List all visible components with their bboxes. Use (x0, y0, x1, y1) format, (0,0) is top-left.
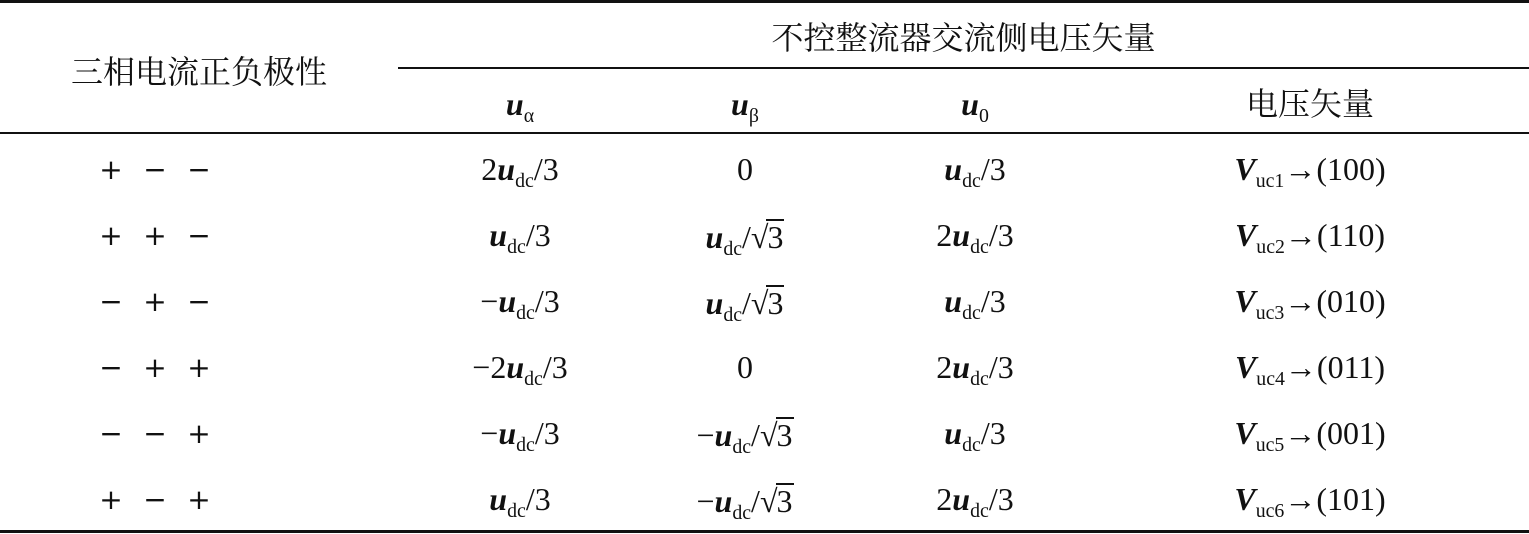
polarity-signs (65, 153, 245, 186)
value-symbol: u (506, 349, 525, 385)
value-symbol: V (1234, 349, 1257, 385)
row-group-label: 三相电流正负极性 (70, 53, 327, 91)
cell-u-beta (650, 417, 840, 458)
value-subscript: uc1 (1255, 169, 1285, 192)
value-suffix: →(110) (1284, 217, 1386, 253)
value-suffix: / (742, 285, 751, 321)
value-suffix: /3 (988, 217, 1014, 253)
value-suffix: /3 (534, 283, 560, 319)
sqrt-radicand: 3 (767, 219, 784, 255)
value-symbol: u (714, 483, 733, 519)
sqrt-radicand: 3 (776, 483, 793, 519)
value-suffix: /3 (525, 217, 551, 253)
bottom-rule (0, 530, 1529, 533)
sqrt-radicand: 3 (776, 417, 793, 453)
value-subscript: uc5 (1255, 433, 1285, 456)
value-prefix: 2 (936, 217, 953, 253)
cell-u-alpha (420, 285, 620, 324)
value-symbol: u (952, 481, 971, 517)
value-symbol: u (498, 283, 517, 319)
top-rule (0, 0, 1529, 3)
cell-u-alpha (420, 483, 620, 522)
col-header-u-zero (870, 88, 1080, 127)
col-symbol: u (961, 86, 979, 122)
value-subscript: dc (962, 433, 981, 456)
value-symbol: u (497, 151, 516, 187)
value-symbol: u (489, 481, 508, 517)
value-prefix: − (696, 483, 715, 519)
group-title: 不控整流器交流侧电压矢量 (771, 19, 1156, 57)
value-symbol: u (952, 349, 971, 385)
sqrt-sign: √ (759, 417, 778, 453)
cell-u-zero (870, 351, 1080, 390)
value-symbol: V (1234, 151, 1256, 187)
value-suffix: / (751, 483, 760, 519)
cell-u-alpha (420, 153, 620, 192)
col-subscript: 0 (978, 104, 989, 127)
value-symbol: u (944, 415, 963, 451)
value-suffix: /3 (980, 283, 1006, 319)
value-suffix: /3 (980, 415, 1006, 451)
polarity-signs (65, 351, 245, 384)
value-suffix: /3 (525, 481, 551, 517)
value-text: 0 (737, 151, 753, 187)
cell-u-beta (650, 351, 840, 383)
value-subscript: dc (732, 501, 752, 524)
value-prefix: − (480, 415, 499, 451)
value-symbol: u (944, 151, 963, 187)
cell-u-zero (870, 417, 1080, 456)
value-prefix: 2 (936, 481, 953, 517)
value-subscript: uc2 (1256, 235, 1285, 258)
polarity-sign: + (99, 483, 123, 516)
polarity-sign: − (187, 219, 211, 252)
value-suffix: →(101) (1284, 481, 1386, 517)
polarity-sign: + (99, 219, 123, 252)
value-subscript: dc (516, 433, 535, 456)
polarity-sign: − (187, 285, 211, 318)
value-subscript: uc3 (1255, 301, 1285, 324)
value-suffix: / (742, 219, 751, 255)
cell-u-zero (870, 219, 1080, 258)
cell-u-zero (870, 483, 1080, 522)
value-subscript: dc (962, 169, 981, 192)
value-symbol: u (705, 285, 724, 321)
value-symbol: V (1234, 481, 1256, 517)
polarity-sign: − (187, 153, 211, 186)
value-suffix: /3 (534, 415, 560, 451)
value-subscript: uc6 (1255, 499, 1285, 522)
polarity-sign: + (99, 153, 123, 186)
polarity-sign: − (99, 285, 123, 318)
header-rule (0, 132, 1529, 134)
value-text: 0 (737, 349, 753, 385)
cell-u-beta (650, 153, 840, 185)
cell-u-alpha (420, 351, 620, 390)
value-suffix: /3 (980, 151, 1006, 187)
value-subscript: dc (732, 435, 752, 458)
value-prefix: − (696, 417, 715, 453)
sqrt-sign: √ (750, 285, 769, 321)
value-suffix: →(100) (1284, 151, 1386, 187)
cell-vector (1110, 417, 1510, 456)
value-suffix: / (751, 417, 760, 453)
value-symbol: u (498, 415, 517, 451)
polarity-signs (65, 219, 245, 252)
cell-vector (1110, 219, 1510, 258)
col-header-u-alpha (420, 88, 620, 127)
cell-u-beta (650, 219, 840, 260)
value-suffix: /3 (988, 481, 1014, 517)
sqrt-radicand: 3 (767, 285, 784, 321)
sqrt-sign: √ (750, 219, 769, 255)
cell-u-alpha (420, 417, 620, 456)
polarity-signs (65, 483, 245, 516)
cell-u-zero (870, 153, 1080, 192)
value-symbol: u (489, 217, 508, 253)
polarity-sign: − (143, 153, 167, 186)
value-subscript: uc4 (1256, 367, 1285, 390)
col-symbol: u (731, 86, 749, 122)
value-symbol: u (714, 417, 733, 453)
value-subscript: dc (970, 367, 989, 390)
group-rule (398, 67, 1529, 69)
polarity-sign: + (143, 351, 167, 384)
value-suffix: →(011) (1284, 349, 1386, 385)
value-prefix: − (480, 283, 499, 319)
polarity-sign: − (143, 483, 167, 516)
col-subscript: β (748, 104, 759, 127)
cell-u-alpha (420, 219, 620, 258)
polarity-signs (65, 285, 245, 318)
polarity-sign: + (143, 285, 167, 318)
value-subscript: dc (507, 235, 526, 258)
value-subscript: dc (970, 499, 989, 522)
cell-u-beta (650, 483, 840, 524)
cell-vector (1110, 285, 1510, 324)
polarity-sign: + (143, 219, 167, 252)
value-prefix: 2 (481, 151, 498, 187)
value-prefix: 2 (936, 349, 953, 385)
value-suffix: /3 (542, 349, 568, 385)
value-symbol: V (1234, 415, 1256, 451)
polarity-sign: − (99, 417, 123, 450)
value-symbol: u (944, 283, 963, 319)
value-subscript: dc (970, 235, 989, 258)
value-subscript: dc (524, 367, 543, 390)
col-header-vector: 电压矢量 (1245, 85, 1374, 123)
value-prefix: −2 (472, 349, 507, 385)
cell-vector (1110, 153, 1510, 192)
col-subscript: α (523, 104, 535, 127)
cell-vector (1110, 483, 1510, 522)
sqrt-sign: √ (759, 483, 778, 519)
polarity-signs (65, 417, 245, 450)
value-subscript: dc (515, 169, 534, 192)
value-symbol: V (1234, 283, 1256, 319)
value-symbol: V (1234, 217, 1257, 253)
col-symbol: u (505, 86, 524, 122)
cell-vector (1110, 351, 1510, 390)
value-symbol: u (705, 219, 724, 255)
value-suffix: /3 (988, 349, 1014, 385)
polarity-sign: − (143, 417, 167, 450)
col-header-u-beta (650, 88, 840, 127)
polarity-sign: + (187, 417, 211, 450)
polarity-sign: + (187, 351, 211, 384)
value-subscript: dc (723, 303, 743, 326)
value-subscript: dc (516, 301, 535, 324)
cell-u-beta (650, 285, 840, 326)
value-subscript: dc (962, 301, 981, 324)
value-symbol: u (952, 217, 971, 253)
value-suffix: /3 (533, 151, 559, 187)
value-suffix: →(010) (1284, 283, 1386, 319)
polarity-sign: + (187, 483, 211, 516)
cell-u-zero (870, 285, 1080, 324)
polarity-sign: − (99, 351, 123, 384)
value-suffix: →(001) (1284, 415, 1386, 451)
value-subscript: dc (507, 499, 526, 522)
value-subscript: dc (723, 237, 743, 260)
